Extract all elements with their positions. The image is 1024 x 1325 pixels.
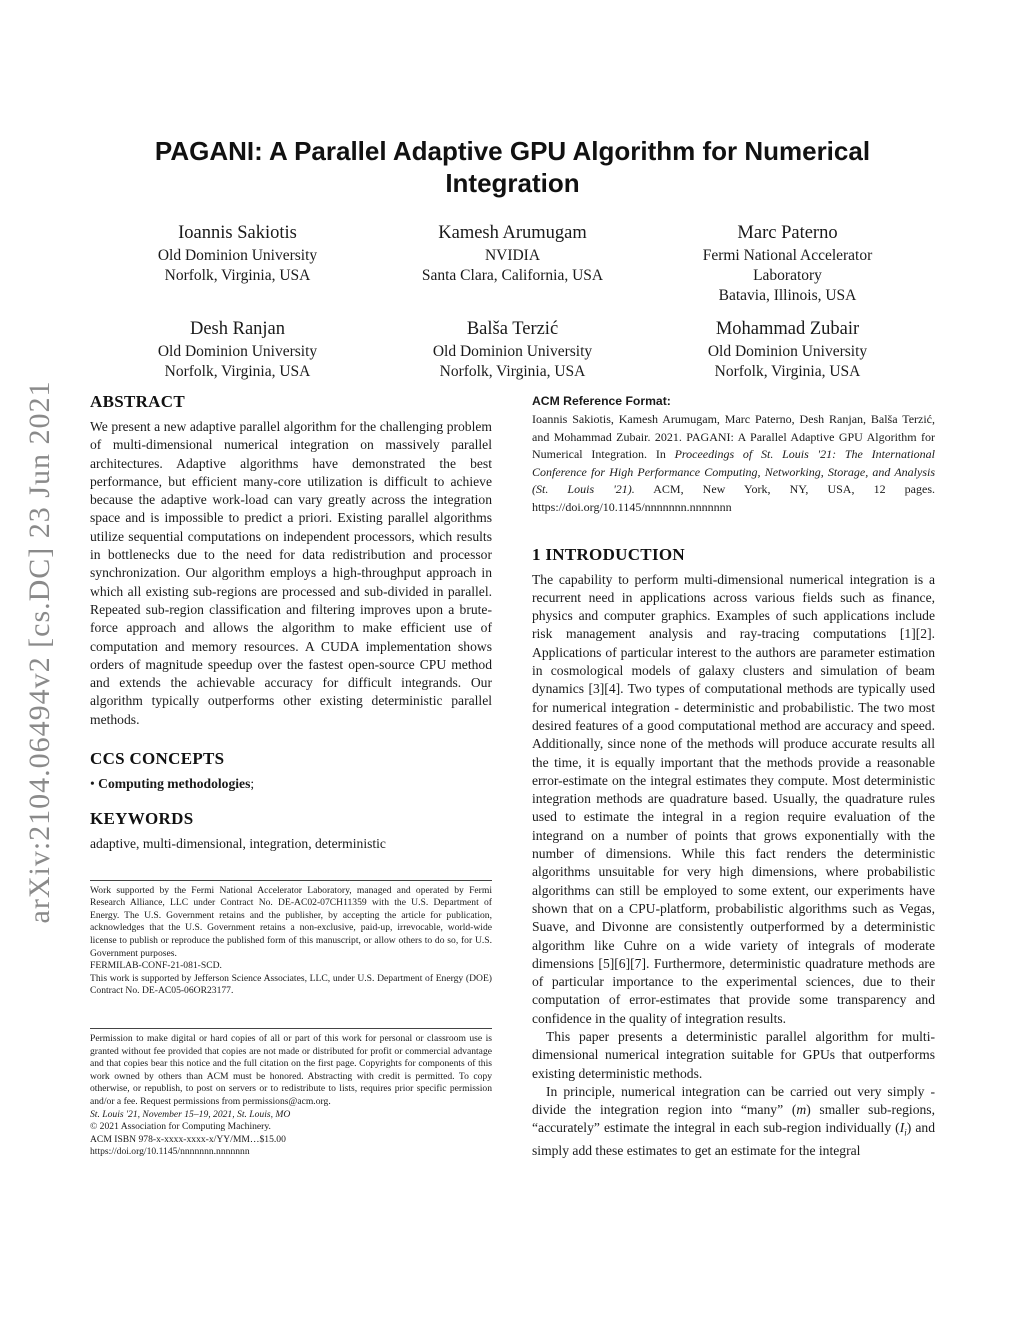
- author-location: Norfolk, Virginia, USA: [164, 363, 311, 380]
- acm-reference-heading: ACM Reference Format:: [532, 394, 671, 408]
- acm-reference-text: [532, 411, 935, 517]
- copyright-text: © 2021 Association for Computing Machinery.: [90, 1121, 271, 1133]
- permission-text: Permission to make digital or hard copies of all or part of this work for personal or classroom use is granted without fee provided that copies are not made or distributed for profit or commercial advantage and that copies bear this notice and the full citation on the first page. Copyrights for components of this work owned by others than ACM must be honored. Abstracting with credit is permitted. To copy otherwise, or republish, to post on servers or to redistribute to lists, requires prior specific permission and/or a fee. Request permissions from permissions@acm.org.: [90, 1032, 492, 1107]
- author-block: [650, 317, 925, 382]
- intro-p3-text-b: ) smaller sub-regions, “accurately” estimate the integral in each sub-region individually (: [532, 1102, 935, 1136]
- author-affiliation: Old Dominion University: [432, 343, 593, 360]
- author-affiliation: Old Dominion University: [157, 247, 318, 264]
- ccs-suffix: ;: [250, 776, 255, 792]
- author-row-2: [100, 317, 925, 382]
- venue-text: St. Louis '21, November 15–19, 2021, St. Louis, MO: [90, 1108, 291, 1120]
- abstract-heading: ABSTRACT: [90, 392, 185, 411]
- right-column: [532, 392, 935, 1161]
- isbn-text: ACM ISBN 978-x-xxxx-xxxx-x/YY/MM…$15.00: [90, 1133, 286, 1145]
- intro-p3-text-a: In principle, numerical integration can be carried out very simply - divide the integration region into “many” (: [532, 1083, 935, 1118]
- jefferson-support: This work is supported by Jefferson Science Associates, LLC, under U.S. Department of Energy (DOE) Contract No. DE-AC05-06OR23177.: [90, 972, 492, 997]
- author-name: Marc Paterno: [737, 223, 838, 243]
- author-affiliation: Fermi National Accelerator: [702, 247, 873, 264]
- keywords-heading: KEYWORDS: [90, 809, 194, 829]
- author-location: Santa Clara, California, USA: [421, 267, 604, 284]
- keywords-text: adaptive, multi-dimensional, integration, deterministic: [90, 836, 386, 852]
- introduction-heading: 1 INTRODUCTION: [532, 544, 685, 564]
- intro-p3-i: i: [904, 1128, 907, 1139]
- author-block: [375, 221, 650, 306]
- author-name: Kamesh Arumugam: [438, 223, 587, 243]
- author-block: [100, 221, 375, 306]
- funding-support: Work supported by the Fermi National Accelerator Laboratory, managed and operated by Fermi Research Alliance, LLC under Contract No. DE-AC02-07CH11359 with the U.S. Department of Energy. The U.S. Government retains and the publisher, by accepting the article for publication, acknowledges that the U.S. Government retains a non-exclusive, paid-up, irrevocable, world-wide license to publish or reproduce the published form of this manuscript, or allow others to do so, for U.S. Government purposes.: [90, 884, 492, 959]
- intro-p3-text-c: ) and simply add these estimates to get an estimate for the integral: [532, 1120, 935, 1159]
- abstract-text: We present a new adaptive parallel algorithm for the challenging problem of multi-dimensional numerical integration on massively parallel architectures. Adaptive algorithms have demonstrated the best performance, but efficient many-core utilization is difficult to achieve because the adaptive work-load can vary greatly across the integration space and is impossible to predict a priori. Existing parallel algorithms utilize sequential computations on independent processors, which results in bottlenecks due to the need for data redistribution and processor synchronization. Our algorithm employs a high-throughput approach in which all existing sub-regions are processed and sub-divided in parallel. Repeated sub-region classification and filtering improves upon a brute-force approach and allows the algorithm to make efficient use of computation and memory resources. A CUDA implementation shows orders of magnitude speedup over the fastest open-source CPU method and extends the achievable accuracy for difficult integrands. Our algorithm typically outperforms other existing deterministic parallel methods.: [90, 419, 492, 727]
- author-affiliation: Old Dominion University: [157, 343, 318, 360]
- introduction-paragraph-3: [532, 1083, 935, 1161]
- author-affiliation: NVIDIA: [484, 247, 541, 264]
- ccs-heading: CCS CONCEPTS: [90, 749, 225, 769]
- arxiv-sidebar: [0, 0, 80, 1325]
- author-affiliation: Old Dominion University: [707, 343, 868, 360]
- acm-reference-publisher: ACM, New York, NY, USA, 12 pages. https://doi.org/10.1145/nnnnnnn.nnnnnnn: [532, 482, 936, 514]
- author-row-1: [100, 221, 925, 306]
- doi-text: https://doi.org/10.1145/nnnnnnn.nnnnnnn: [90, 1146, 250, 1158]
- acm-reference-authors: Ioannis Sakiotis, Kamesh Arumugam, Marc Paterno, Desh Ranjan, Balša Terzić, and Mohammad Zubair. 2021. PAGANI: A Parallel Adaptive GPU Algorithm for Numerical Integration. In: [532, 412, 935, 462]
- intro-p3-symbol: [899, 1120, 907, 1139]
- author-name: Desh Ranjan: [189, 319, 286, 339]
- intro-p3-m: m: [796, 1102, 807, 1118]
- author-block: [650, 221, 925, 306]
- author-location: Norfolk, Virginia, USA: [164, 267, 311, 284]
- ccs-bullet: •: [90, 776, 99, 792]
- ccs-concepts: [90, 775, 492, 793]
- arxiv-identifier: arXiv:2104.06494v2 [cs.DC] 23 Jun 2021: [23, 380, 56, 924]
- author-block: [100, 317, 375, 382]
- author-name: Ioannis Sakiotis: [178, 223, 297, 243]
- ccs-item: Computing methodologies: [98, 776, 251, 792]
- author-location: Norfolk, Virginia, USA: [439, 363, 586, 380]
- introduction-paragraph-2: This paper presents a deterministic parallel algorithm for multi-dimensional numerical integration suitable for GPUs that outperforms existing deterministic methods.: [532, 1028, 935, 1081]
- author-location: Norfolk, Virginia, USA: [714, 363, 861, 380]
- intro-p3-I: I: [899, 1120, 905, 1136]
- left-column: [90, 392, 492, 1159]
- fermilab-number: FERMILAB-CONF-21-081-SCD.: [90, 960, 222, 972]
- author-block: [375, 317, 650, 382]
- permission-footnote: [90, 1029, 492, 1159]
- paper-title: PAGANI: A Parallel Adaptive GPU Algorithm for Numerical Integration: [154, 136, 871, 198]
- funding-footnote: [90, 881, 492, 998]
- acm-reference-proceedings: Proceedings of St. Louis '21: The International Conference for High Performance Computing, Networking, Storage, and Analysis (St. Louis '21).: [532, 447, 935, 497]
- author-location: Batavia, Illinois, USA: [718, 287, 857, 304]
- introduction-paragraph-1: The capability to perform multi-dimensional numerical integration is a recurrent need in applications across various fields such as finance, physics and computer graphics. Examples of such applications include risk management analysis and ray-tracing computations [1][2]. Applications of particular interest to the authors are parameter estimation in cosmological models of galaxy clusters and simulation of beam dynamics [3][4]. Two types of computational methods are typically used for numerical integration - deterministic and probabilistic. The two most desired features of a good computational method are accuracy and speed. Additionally, since none of the methods will produce accurate results all the time, it is equally important that the methods provide a reasonable error-estimate on the integral estimates they compute. Most deterministic integration methods are quadrature based. Usually, the quadrature rules used to estimate the integral in a region require evaluation of the integrand on a number of points that grows exponentially with the number of dimensions. While this fact renders the deterministic algorithms unsuitable for very high dimensions, where probabilistic algorithms can still be employed to some extent, our experiments have shown that on a CPU-platform, probabilistic algorithms such as Vegas, Suave, and Divonne are consistently outperformed by a deterministic algorithm like Cuhre on a wide variety of integrals of moderate dimensions [5][6][7]. Furthermore, deterministic quadrature methods are of particular importance to the experimental sciences, due to their computation of error-estimates that provide some transparency and confidence in the quality of integration results.: [532, 571, 935, 1026]
- author-affiliation-cont: Laboratory: [753, 267, 822, 284]
- author-name: Balša Terzić: [466, 319, 559, 339]
- author-name: Mohammad Zubair: [715, 319, 860, 339]
